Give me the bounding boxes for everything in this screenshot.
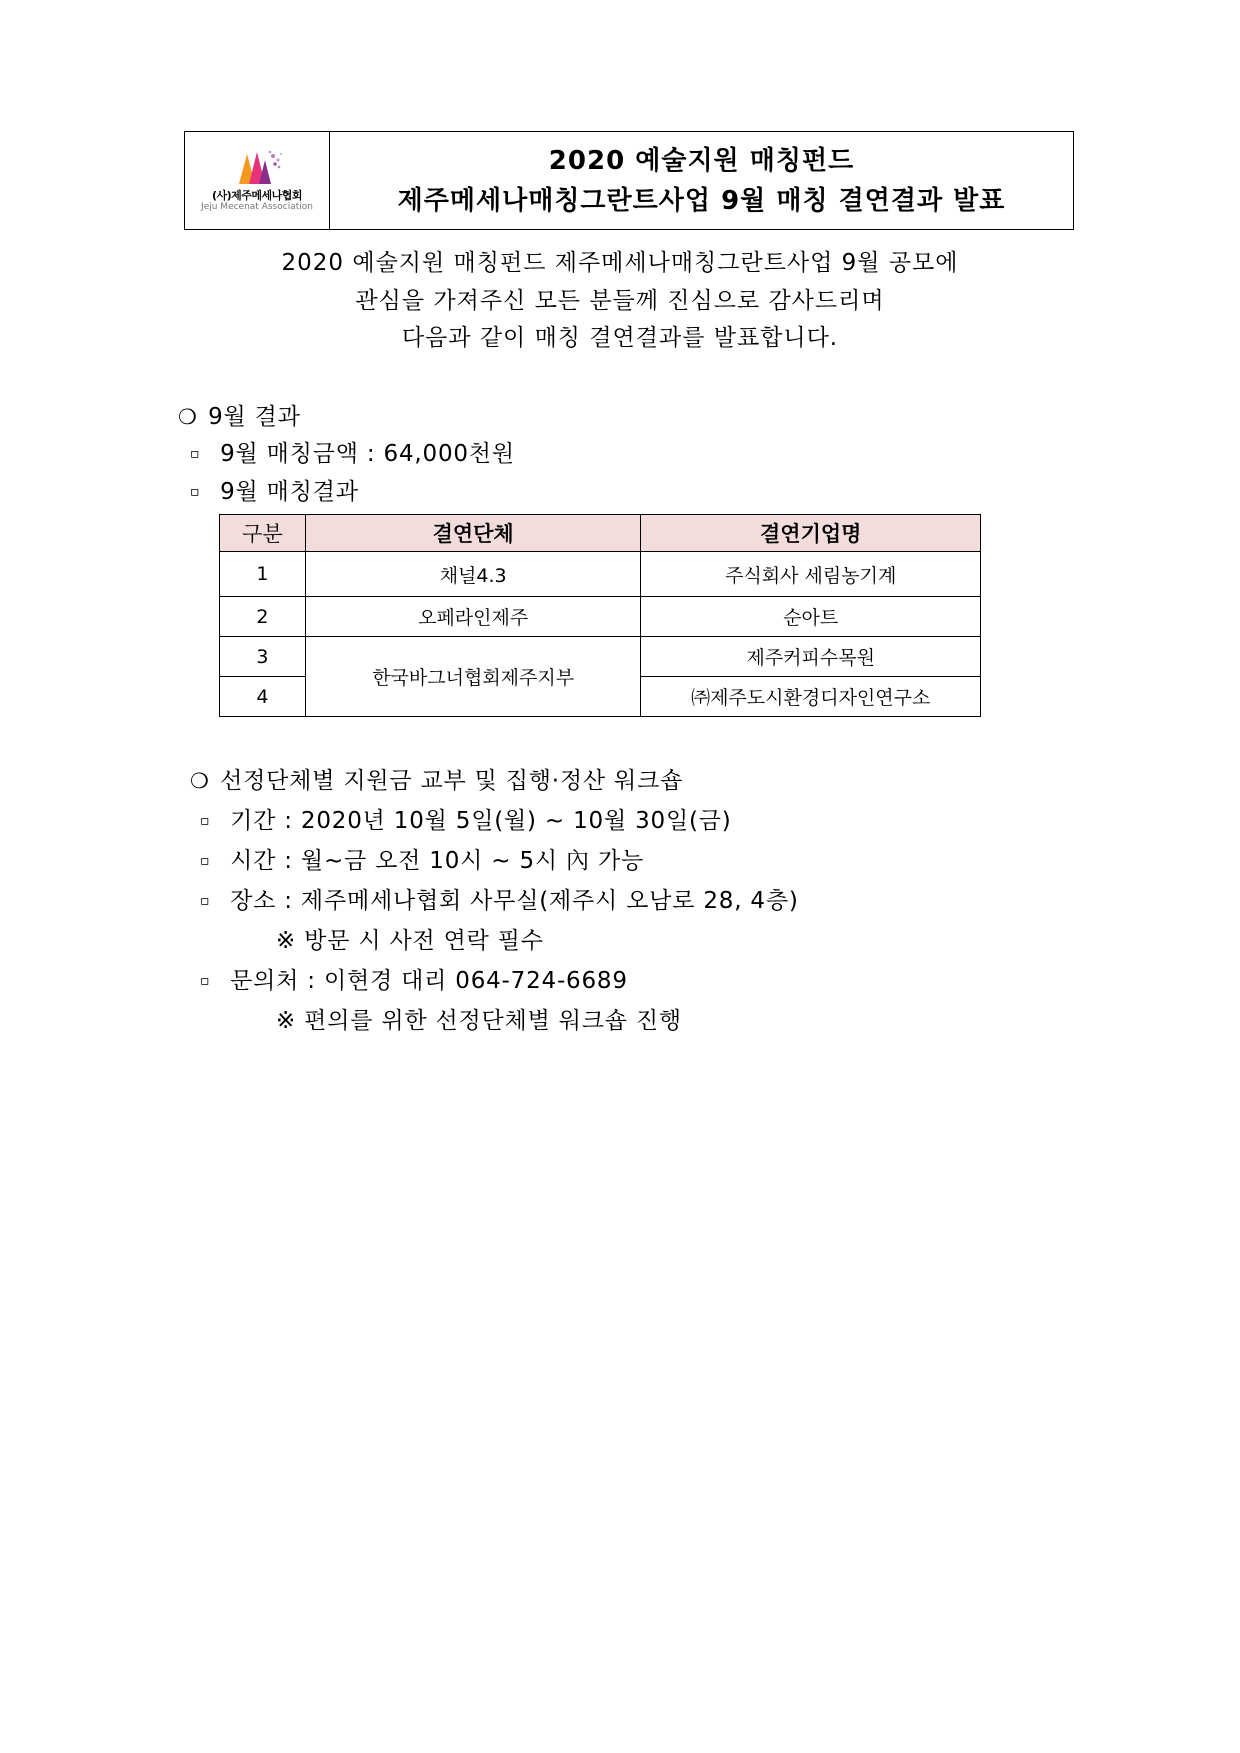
mecenat-logo-icon — [229, 148, 285, 186]
intro-line: 다음과 같이 매칭 결연결과를 발표합니다. — [401, 325, 839, 351]
intro-line: 2020 예술지원 매칭펀드 제주메세나매칭그란트사업 9월 공모에 — [281, 250, 959, 276]
logo-english-name: Jeju Mecenat Association — [201, 202, 313, 212]
header-box — [184, 131, 1074, 230]
matching-results-table — [219, 514, 981, 717]
contact-line — [200, 962, 628, 995]
table-row — [220, 637, 981, 677]
intro-paragraph — [0, 245, 1240, 358]
cell-org-merged: 한국바그너협회제주지부 — [305, 637, 641, 717]
cell-no: 3 — [220, 637, 306, 677]
logo — [185, 132, 330, 229]
square-bullet-icon: ▫ — [190, 446, 201, 462]
cell-company: 주식회사 세림농기계 — [641, 552, 981, 597]
cell-company: 제주커피수목원 — [641, 637, 981, 677]
square-bullet-icon: ▫ — [200, 853, 211, 869]
place-line — [200, 882, 799, 915]
workshop-time: 시간 : 월~금 오전 10시 ~ 5시 內 가능 — [230, 848, 644, 874]
cell-org: 채널4.3 — [305, 552, 641, 597]
square-bullet-icon: ▫ — [200, 893, 211, 909]
amount-line — [190, 435, 515, 468]
workshop-place: 장소 : 제주메세나협회 사무실(제주시 오남로 28, 4층) — [230, 888, 799, 914]
matching-amount: 9월 매칭금액 : 64,000천원 — [220, 441, 515, 467]
square-bullet-icon: ▫ — [190, 484, 201, 500]
cell-no: 1 — [220, 552, 306, 597]
workshop-period: 기간 : 2020년 10월 5일(월) ~ 10월 30일(금) — [230, 808, 732, 834]
section1-title: 9월 결과 — [208, 404, 301, 430]
place-note: ※ 방문 시 사전 연락 필수 — [276, 928, 544, 954]
section1-heading — [178, 398, 301, 431]
circle-bullet-icon: ❍ — [178, 405, 198, 429]
cell-no: 2 — [220, 597, 306, 637]
column-header-no: 구분 — [220, 515, 306, 552]
title-cell — [330, 132, 1073, 229]
matching-result-label: 9월 매칭결과 — [220, 479, 359, 505]
time-line — [200, 842, 644, 875]
table-row — [220, 597, 981, 637]
intro-line: 관심을 가져주신 모든 분들께 진심으로 감사드리며 — [355, 287, 885, 314]
cell-company: 순아트 — [641, 597, 981, 637]
section2-title: 선정단체별 지원금 교부 및 집행·정산 워크숍 — [220, 768, 684, 794]
table-header-row — [220, 515, 981, 552]
period-line — [200, 802, 732, 835]
circle-bullet-icon: ❍ — [190, 769, 210, 793]
title-line-1: 2020 예술지원 매칭펀드 — [548, 145, 855, 176]
column-header-org: 결연단체 — [305, 515, 641, 552]
square-bullet-icon: ▫ — [200, 973, 211, 989]
column-header-company: 결연기업명 — [641, 515, 981, 552]
table-row — [220, 552, 981, 597]
title-line-2: 제주메세나매칭그란트사업 9월 매칭 결연결과 발표 — [397, 185, 1006, 216]
contact-note: ※ 편의를 위한 선정단체별 워크숍 진행 — [276, 1008, 682, 1034]
section2-heading — [190, 762, 683, 795]
contact-info: 문의처 : 이현경 대리 064-724-6689 — [230, 968, 628, 994]
logo-korean-name: (사)제주메세나협회 — [211, 189, 303, 202]
cell-no: 4 — [220, 677, 306, 717]
cell-org: 오페라인제주 — [305, 597, 641, 637]
square-bullet-icon: ▫ — [200, 813, 211, 829]
cell-company: ㈜제주도시환경디자인연구소 — [641, 677, 981, 717]
result-label-line — [190, 473, 359, 506]
